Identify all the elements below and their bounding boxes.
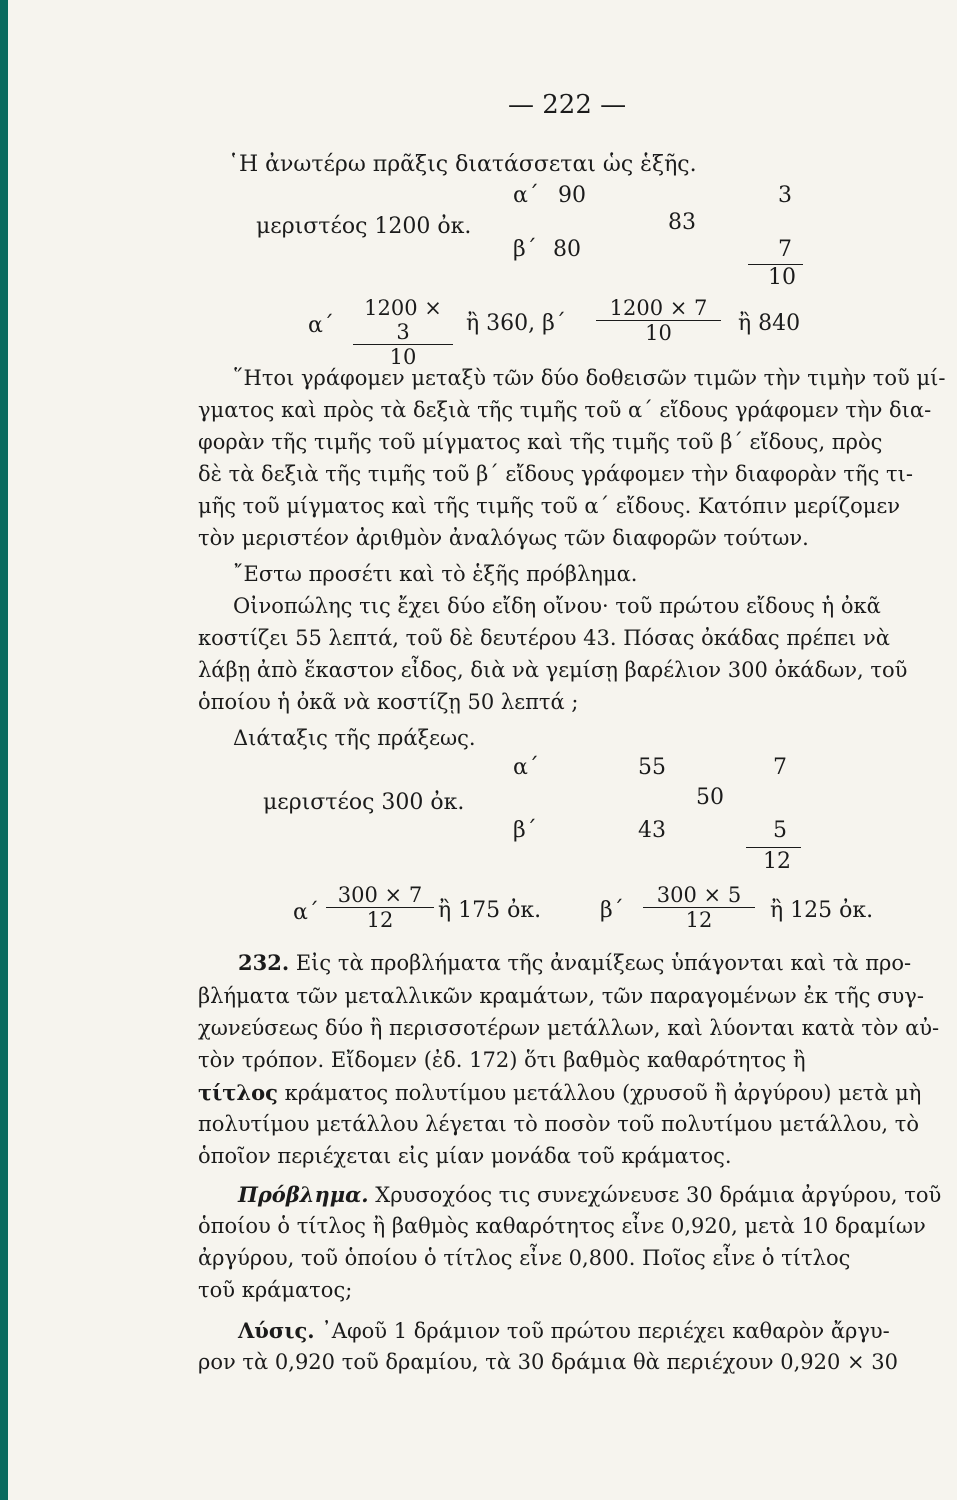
text-line: τοῦ κράματος; [198, 1278, 353, 1302]
fraction: $\frac{1200 \times 3}{10}$ [353, 296, 453, 369]
text-line: λάβῃ ἀπὸ ἕκαστον εἶδος, διὰ νὰ γεμίσῃ βαρέλιον 300 ὀκάδων, τοῦ [198, 658, 908, 682]
scheme-value: 90 [558, 183, 586, 208]
result-label: α΄ [293, 900, 319, 925]
text-line: κοστίζει 55 λεπτά, τοῦ δὲ δευτέρου 43. Πόσας ὀκάδας πρέπει νὰ [198, 626, 890, 650]
scheme-divisor: μεριστέος 1200 ὀκ. [256, 214, 472, 239]
scheme-value: 55 [638, 755, 666, 780]
result-value: ἢ 175 ὀκ. [438, 898, 542, 923]
scheme-diff: 5 [773, 818, 787, 843]
scheme-diff: 7 [778, 237, 792, 262]
text-line: δὲ τὰ δεξιὰ τῆς τιμῆς τοῦ β΄ εἴδους γράφομεν τὴν διαφορὰν τῆς τι- [198, 462, 914, 486]
scheme-value: 80 [553, 237, 581, 262]
result-value: ἢ 360, β΄ [466, 311, 566, 336]
text-line: ῞Ητοι γράφομεν μεταξὺ τῶν δύο δοθεισῶν τιμῶν τὴν τιμὴν τοῦ μί- [233, 366, 946, 390]
text-line: φορὰν τῆς τιμῆς τοῦ μίγματος καὶ τῆς τιμῆς τοῦ β΄ εἴδους, πρὸς [198, 430, 883, 454]
text-line: χωνεύσεως δύο ἢ περισσοτέρων μετάλλων, καὶ λύονται κατὰ τὸν αὐ- [198, 1016, 940, 1040]
scheme-mix: 83 [668, 210, 696, 235]
scheme-value: 43 [638, 818, 666, 843]
text-line: τὸν μεριστέον ἀριθμὸν ἀναλόγως τῶν διαφορῶν τούτων. [198, 526, 809, 550]
text-line: ὁποῖον περιέχεται εἰς μίαν μονάδα τοῦ κράματος. [198, 1144, 732, 1168]
scheme-sum: 10 [768, 265, 796, 290]
text-line: Λύσις. ᾿Αφοῦ 1 δράμιον τοῦ πρώτου περιέχει καθαρὸν ἄργυ- [238, 1318, 890, 1343]
page-number: — 222 — [508, 90, 627, 120]
fraction: $\frac{1200 \times 7}{10}$ [596, 296, 721, 345]
text-line: Διάταξις τῆς πράξεως. [233, 726, 476, 750]
scheme-label: α΄ [513, 755, 539, 780]
scheme-label: β΄ [513, 818, 537, 843]
text-line: Οἰνοπώλης τις ἔχει δύο εἴδη οἴνου· τοῦ πρώτου εἴδους ἡ ὀκᾶ [233, 594, 881, 618]
scheme-diff: 7 [773, 755, 787, 780]
scheme-label: β΄ [513, 237, 537, 262]
text-line: τὸν τρόπον. Εἴδομεν (ἐδ. 172) ὅτι βαθμὸς καθαρότητος ἢ [198, 1048, 806, 1072]
scheme-mix: 50 [696, 785, 724, 810]
result-value: ἢ 840 [738, 311, 801, 336]
text-line: πολυτίμου μετάλλου λέγεται τὸ ποσὸν τοῦ πολυτίμου μετάλλου, τὸ [198, 1112, 920, 1136]
fraction: $\frac{300 \times 5}{12}$ [643, 883, 755, 932]
text-line: ῎Εστω προσέτι καὶ τὸ ἑξῆς πρόβλημα. [233, 562, 638, 586]
fraction: $\frac{300 \times 7}{12}$ [326, 883, 434, 932]
result-label: α΄ [308, 313, 334, 338]
section-number: 232. Εἰς τὰ προβλήματα τῆς ἀναμίξεως ὑπάγονται καὶ τὰ προ- [238, 950, 912, 975]
scheme-sum: 12 [763, 849, 791, 874]
text-line: βλήματα τῶν μεταλλικῶν κραμάτων, τῶν παραγομένων ἐκ τῆς συγ- [198, 984, 924, 1008]
result-label: β΄ [600, 898, 624, 923]
text-line: ὁποίου ἡ ὀκᾶ νὰ κοστίζῃ 50 λεπτά ; [198, 690, 579, 714]
text-line: τίτλος κράματος πολυτίμου μετάλλου (χρυσοῦ ἢ ἀργύρου) μετὰ μὴ [198, 1080, 922, 1105]
result-value: ἢ 125 ὀκ. [770, 898, 874, 923]
book-page [8, 0, 957, 1500]
text-line: ρον τὰ 0,920 τοῦ δραμίου, τὰ 30 δράμια θὰ περιέχουν 0,920 × 30 [198, 1350, 898, 1374]
text-line: μῆς τοῦ μίγματος καὶ τῆς τιμῆς τοῦ α΄ εἴδους. Κατόπιν μερίζομεν [198, 494, 901, 518]
text-line: ὁποίου ὁ τίτλος ἢ βαθμὸς καθαρότητος εἶνε 0,920, μετὰ 10 δραμίων [198, 1214, 926, 1238]
text-line: ῾Η ἀνωτέρω πρᾶξις διατάσσεται ὡς ἑξῆς. [228, 152, 697, 177]
text-line: Πρόβλημα. Χρυσοχόος τις συνεχώνευσε 30 δράμια ἀργύρου, τοῦ [238, 1182, 942, 1207]
scheme-label: α΄ [513, 183, 539, 208]
text-line: ἀργύρου, τοῦ ὁποίου ὁ τίτλος εἶνε 0,800. Ποῖος εἶνε ὁ τίτλος [198, 1246, 851, 1270]
scheme-divisor: μεριστέος 300 ὀκ. [263, 790, 465, 815]
text-line: γματος καὶ πρὸς τὰ δεξιὰ τῆς τιμῆς τοῦ α΄ εἴδους γράφομεν τὴν δια- [198, 398, 932, 422]
scheme-diff: 3 [778, 183, 792, 208]
sum-rule [746, 847, 801, 848]
